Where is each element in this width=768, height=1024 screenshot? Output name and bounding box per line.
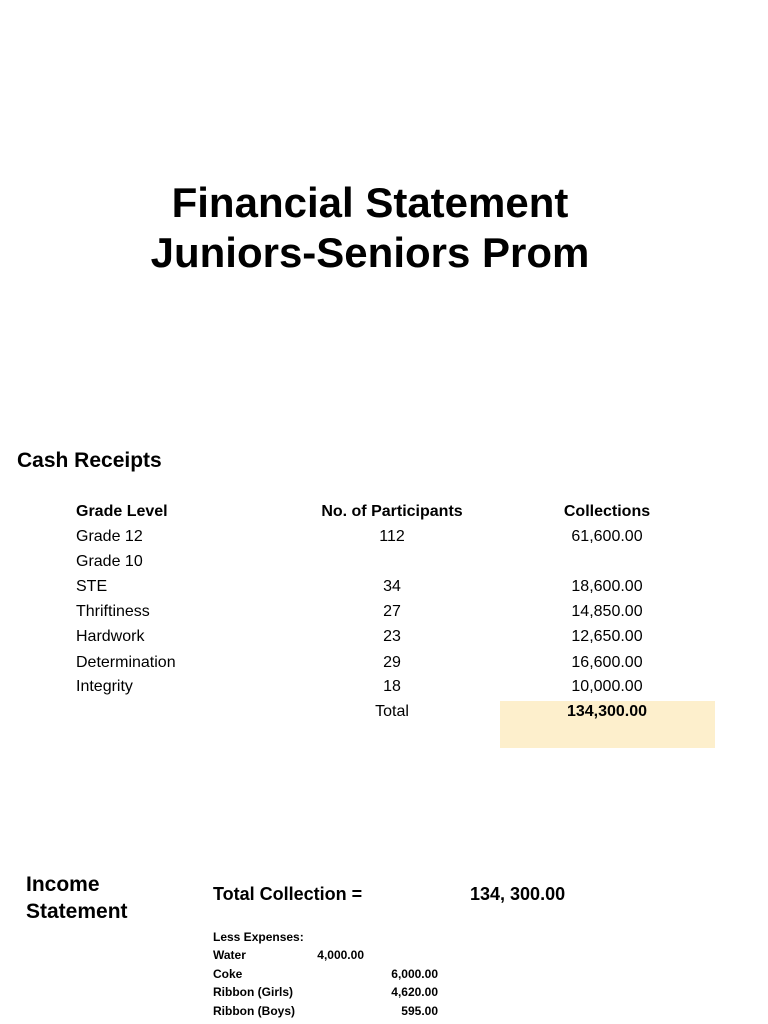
expense-amount-water: 4,000.00 xyxy=(317,948,364,962)
table-row-grade: Determination xyxy=(76,654,176,671)
total-label: Total xyxy=(375,703,409,720)
expense-name-coke: Coke xyxy=(213,967,243,981)
table-row-collections: 12,650.00 xyxy=(571,628,643,645)
table-row-grade: Thriftiness xyxy=(76,603,150,620)
table-row-participants: 34 xyxy=(383,578,401,595)
table-row-collections: 14,850.00 xyxy=(571,603,643,620)
table-row-collections: 16,600.00 xyxy=(571,654,643,671)
less-expenses-label: Less Expenses: xyxy=(213,930,304,944)
table-row-collections: 10,000.00 xyxy=(571,678,643,695)
expense-name-water: Water xyxy=(213,948,246,962)
document-title-line2: Juniors-Seniors Prom xyxy=(150,229,590,276)
column-header-collections: Collections xyxy=(563,503,651,520)
table-row-grade: Grade 10 xyxy=(76,553,143,570)
total-value: 134,300.00 xyxy=(566,703,648,720)
table-row-grade: STE xyxy=(76,578,108,595)
total-collection-label: Total Collection = xyxy=(213,884,363,904)
table-row-participants: 112 xyxy=(379,528,405,545)
expense-amount-coke: 6,000.00 xyxy=(391,967,438,981)
income-statement-heading-line1: Income xyxy=(26,873,100,896)
column-header-participants: No. of Participants xyxy=(321,503,463,520)
table-row-participants: 29 xyxy=(383,654,401,671)
income-statement-heading-line2: Statement xyxy=(26,900,128,923)
cash-receipts-heading: Cash Receipts xyxy=(17,449,162,472)
table-row-grade: Grade 12 xyxy=(76,528,143,545)
table-row-participants: 18 xyxy=(383,678,401,695)
table-row-participants: 23 xyxy=(383,628,401,645)
total-collection-value: 134, 300.00 xyxy=(470,884,566,904)
expense-amount-ribbon-boys: 595.00 xyxy=(401,1004,438,1018)
expense-name-ribbon-boys: Ribbon (Boys) xyxy=(213,1004,295,1018)
table-row-collections: 18,600.00 xyxy=(571,578,643,595)
expense-name-ribbon-girls: Ribbon (Girls) xyxy=(213,985,293,999)
table-row-collections: 61,600.00 xyxy=(571,528,643,545)
table-row-grade: Hardwork xyxy=(76,628,145,645)
column-header-grade-level: Grade Level xyxy=(76,503,168,520)
expense-amount-ribbon-girls: 4,620.00 xyxy=(391,985,438,999)
table-row-participants: 27 xyxy=(383,603,401,620)
document-title-line1: Financial Statement xyxy=(171,179,569,226)
table-row-grade: Integrity xyxy=(76,678,133,695)
